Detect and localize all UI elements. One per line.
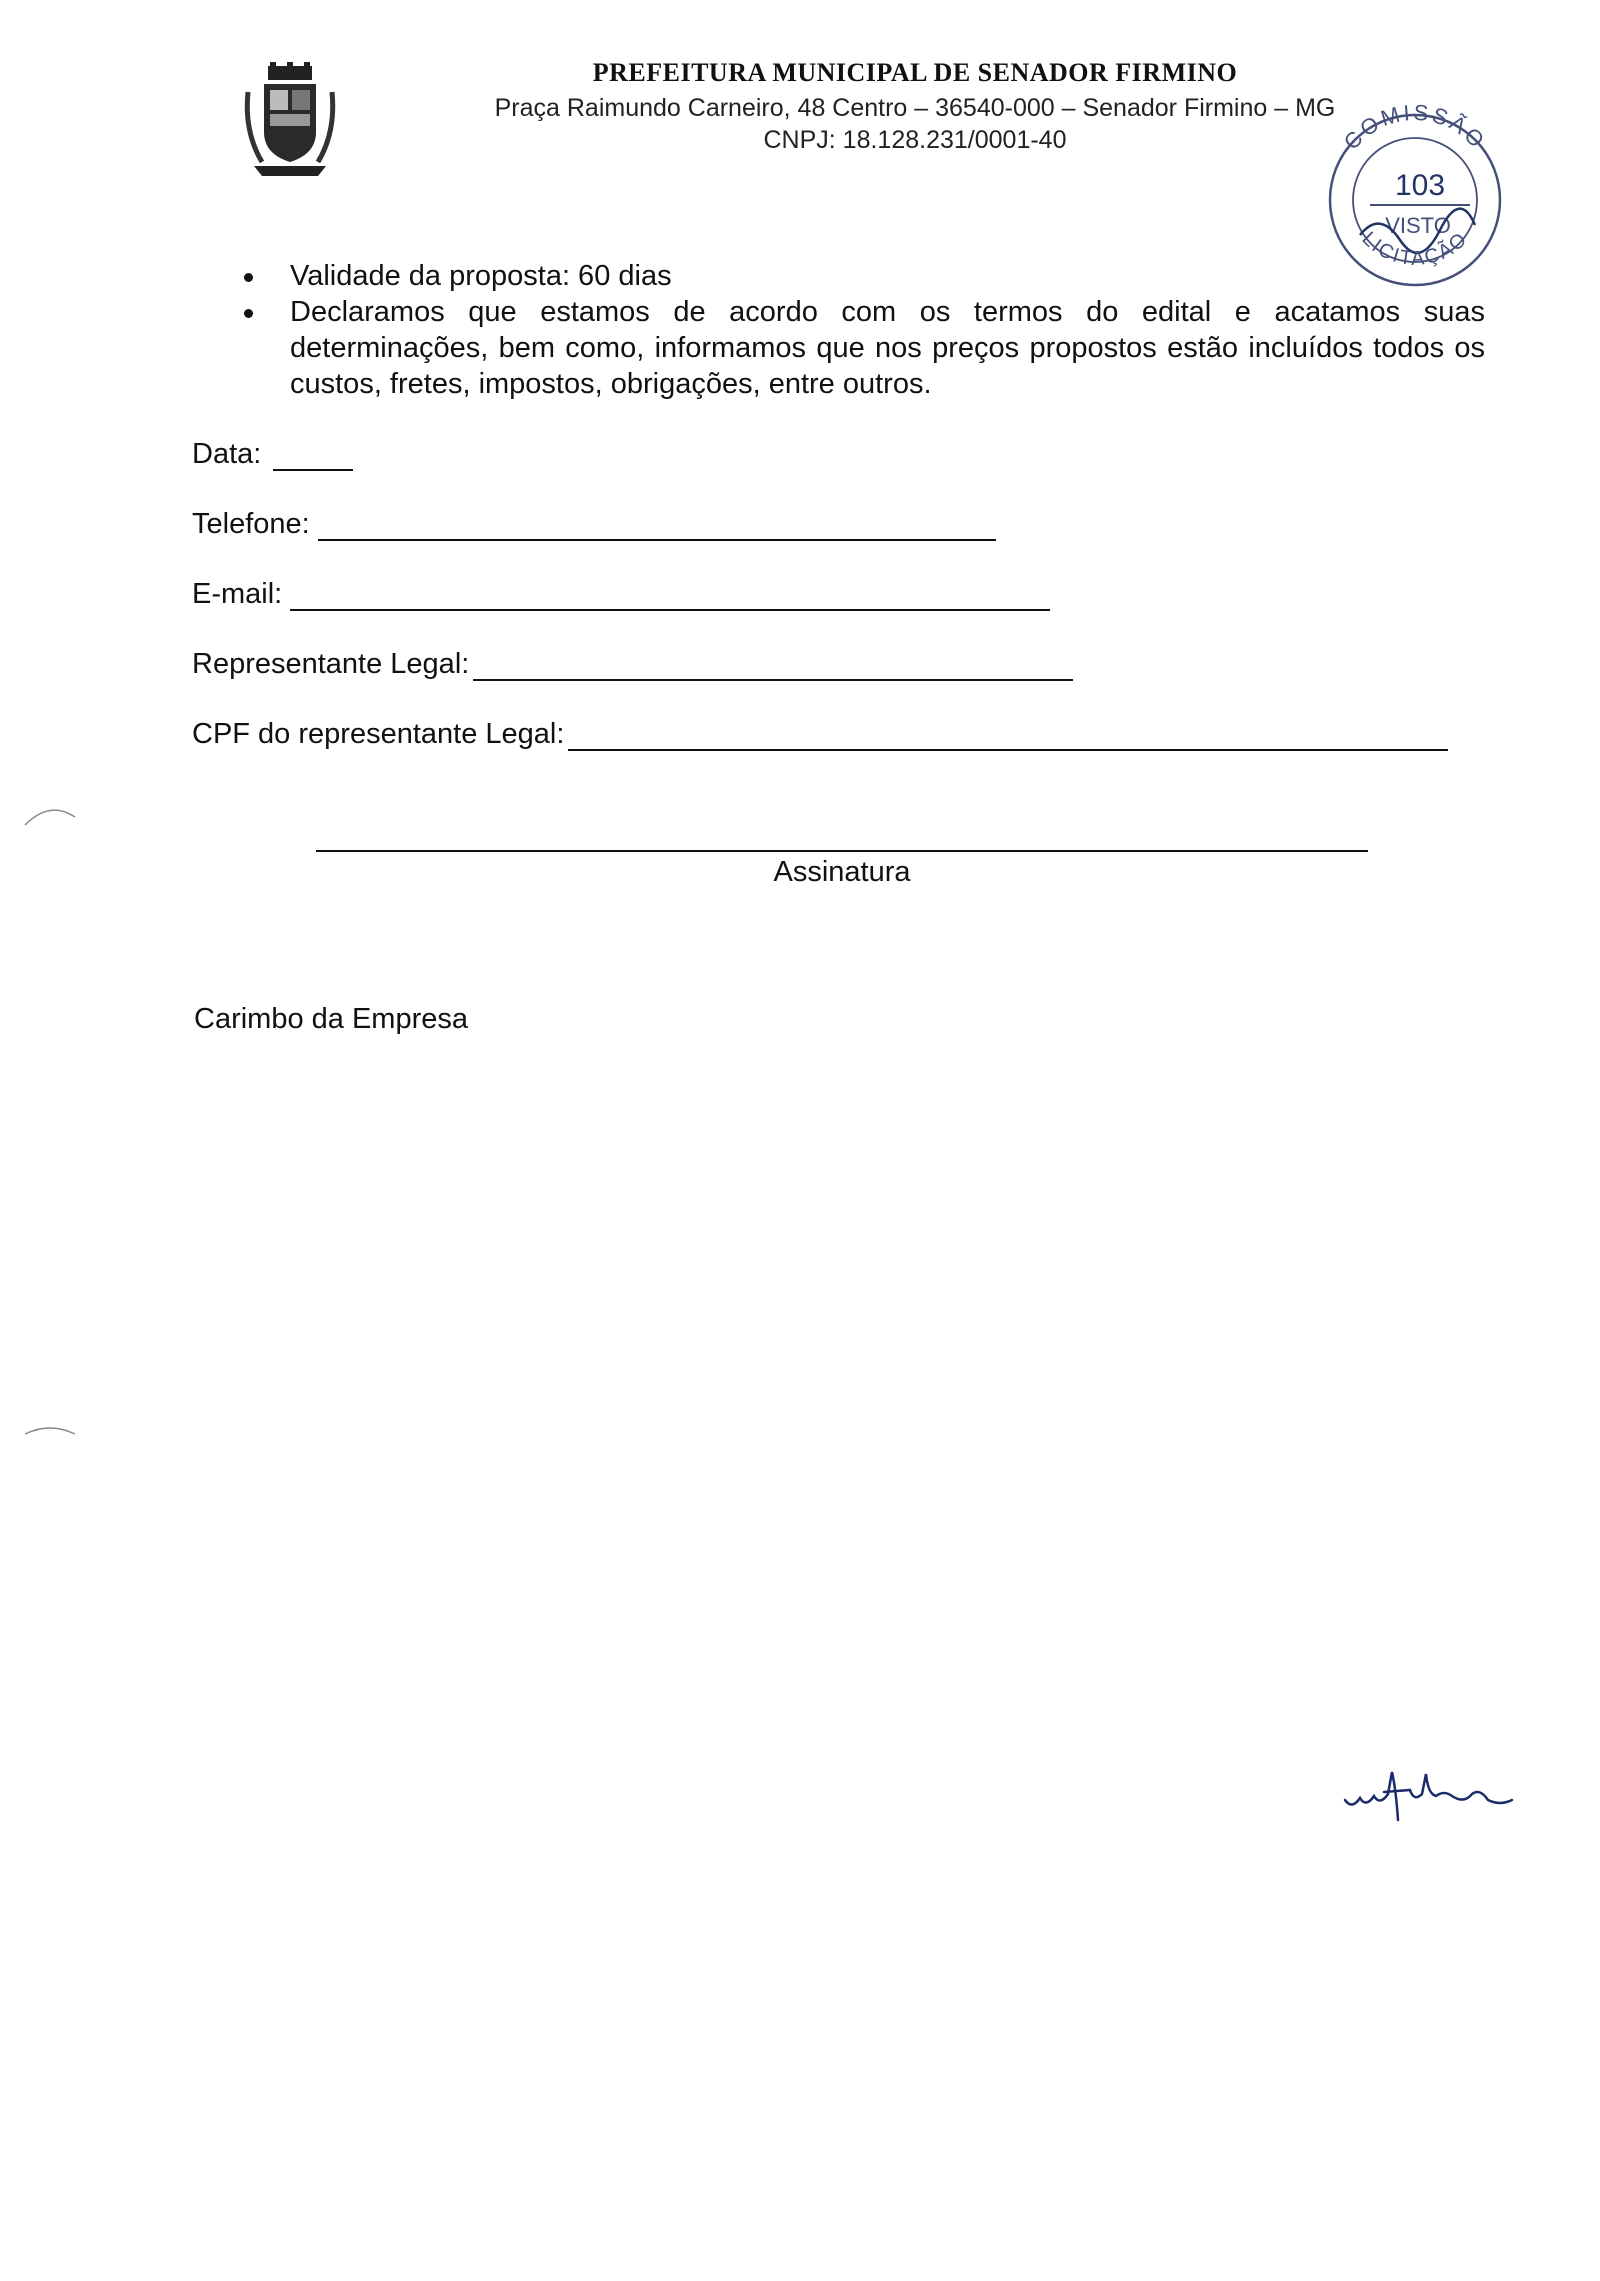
phone-label: Telefone: <box>192 508 310 540</box>
header-cnpj: CNPJ: 18.128.231/0001-40 <box>763 126 1067 154</box>
handwritten-rubric <box>1340 1760 1520 1830</box>
cpf-label: CPF do representante Legal: <box>192 718 565 750</box>
stamp-number: 103 <box>1394 169 1446 202</box>
header-title: PREFEITURA MUNICIPAL DE SENADOR FIRMINO <box>592 58 1238 87</box>
email-label: E-mail: <box>192 578 283 610</box>
phone-input-line[interactable] <box>318 509 996 541</box>
date-input-line[interactable] <box>273 439 353 471</box>
email-field[interactable] <box>192 578 1050 611</box>
list-item <box>240 258 1485 294</box>
date-label: Data: <box>192 438 262 470</box>
header-address: Praça Raimundo Carneiro, 48 Centro – 36540-000 – Senador Firmino – MG <box>494 94 1336 122</box>
stamp-top-text: COMISSÃO <box>1338 99 1492 155</box>
bullet-icon <box>244 273 253 282</box>
date-field[interactable] <box>192 438 353 471</box>
list-item <box>240 294 1485 402</box>
declaration-list <box>240 258 1485 402</box>
representative-input-line[interactable] <box>473 649 1073 681</box>
company-stamp-label: Carimbo da Empresa <box>194 1003 468 1035</box>
signature-line[interactable] <box>316 850 1368 852</box>
scan-mark <box>20 795 80 835</box>
scan-mark <box>20 1412 80 1452</box>
phone-field[interactable] <box>192 508 996 541</box>
cpf-field[interactable] <box>192 718 1448 751</box>
representative-field[interactable] <box>192 648 1073 681</box>
declaration-text: Declaramos que estamos de acordo com os termos do edital e acatamos suas determinações, bem como, informamos que nos preços propostos estão incluídos todos os custos, fretes, impostos, obrigações, entre outros. <box>290 296 1485 400</box>
email-input-line[interactable] <box>290 579 1050 611</box>
signature-label: Assinatura <box>773 856 911 888</box>
validity-text: Validade da proposta: 60 dias <box>290 260 672 292</box>
cpf-input-line[interactable] <box>568 719 1448 751</box>
coat-of-arms-icon <box>240 62 340 182</box>
bullet-icon <box>244 309 253 318</box>
stamp-bottom-text: LICITAÇÃO <box>1357 227 1473 271</box>
stamp-visto: VISTO <box>1385 213 1451 238</box>
svg-text:COMISSÃO <box>1339 100 1492 155</box>
representative-label: Representante Legal: <box>192 648 470 680</box>
